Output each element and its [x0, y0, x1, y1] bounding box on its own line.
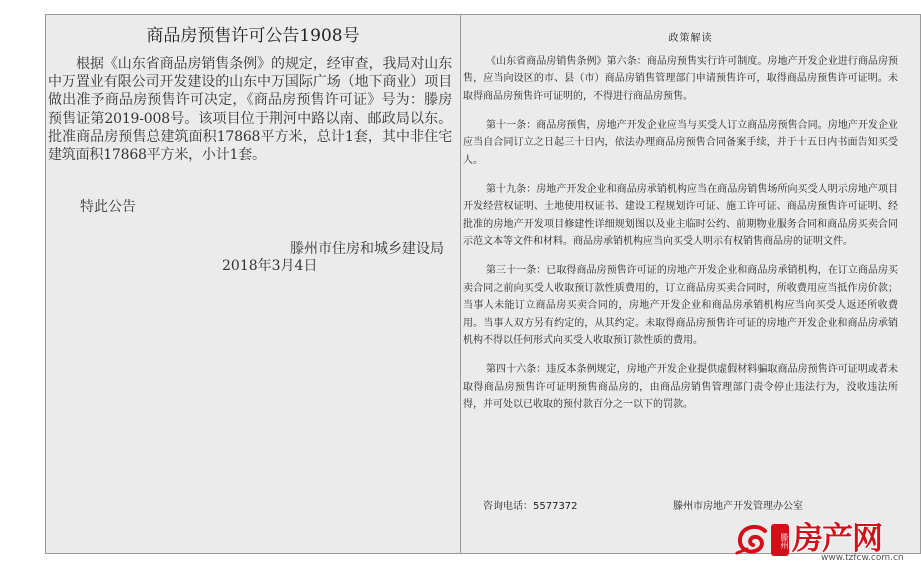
office-name: 滕州市房地产开发管理办公室 [673, 501, 803, 512]
watermark-badge: 滕州 [771, 524, 789, 556]
watermark-url: www.tzfcw.com.cn [821, 553, 904, 563]
watermark-brand: 房产网 [792, 521, 882, 557]
policy-article: 第十一条：商品房预售，房地产开发企业应当与买受人订立商品房预售合同。房地产开发企业应当自合同订立之日起三十日内，依法办理商品房预售合同备案手续，并于十五日内书面告知买受人。 [463, 120, 898, 166]
contact-phone: 咨询电话：5577372 [483, 501, 578, 512]
policy-title: 政策解读 [668, 33, 713, 44]
notice-issuer: 滕州市住房和城乡建设局 [290, 241, 444, 257]
site-watermark [735, 513, 921, 566]
notice-body: 根据《山东省商品房销售条例》的规定，经审查，我局对山东中万置业有限公司开发建设的山东中万国际广场（地下商业）项目做出准予商品房预售许可决定，《商品房预售许可证》号为：滕房预售证第2019-008号。该项目位于荆河中路以南、邮政局以东。批准商品房预售总建筑面积17868平方米，总计1套，其中非住宅建筑面积17868平方米，小计1套。 [48, 56, 452, 164]
policy-panel [460, 14, 921, 554]
policy-article: 《山东省商品房销售条例》第六条：商品房预售实行许可制度。房地产开发企业进行商品房预售，应当向设区的市、县（市）商品房销售管理部门申请预售许可，取得商品房预售许可证明。未取得商品房预售许可证明的，不得进行商品房预售。 [463, 56, 898, 102]
policy-article: 第四十六条：违反本条例规定，房地产开发企业提供虚假材料骗取商品房预售许可证明或者未取得商品房预售许可证明预售商品房的，由商品房销售管理部门责令停止违法行为，没收违法所得，并可处以已收取的预付款百分之一以下的罚款。 [463, 364, 898, 411]
policy-article: 第三十一条：已取得商品房预售许可证的房地产开发企业和商品房承销机构，在订立商品房买卖合同之前向买受人收取预订款性质费用的，订立商品房买卖合同时，所收费用应当抵作房价款；当事人未能订立商品房买卖合同的，房地产开发企业和商品房承销机构应当向买受人返还所收费用。当事人双方另有约定的，从其约定。未取得商品房预售许可证的房地产开发企业和商品房承销机构不得以任何形式向买受人收取预订款性质的费用。 [463, 265, 898, 347]
notice-date: 2018年3月4日 [222, 258, 318, 274]
announcement-panel [45, 14, 461, 554]
policy-article: 第十九条：房地产开发企业和商品房承销机构应当在商品房销售场所向买受人明示房地产项目开发经营权证明、土地使用权证书、建设工程规划许可证、施工许可证、商品房预售许可证明、经批准的房地产开发项目修建性详细规划图以及业主临时公约、前期物业服务合同和商品房买卖合同示范文本等文件和材料。商品房承销机构应当向买受人明示有权销售商品房的证明文件。 [463, 184, 898, 248]
red-swirl-logo-icon [735, 523, 771, 557]
policy-articles [463, 53, 898, 425]
notice-closing: 特此公告 [80, 199, 136, 215]
notice-title: 商品房预售许可公告1908号 [146, 26, 360, 46]
